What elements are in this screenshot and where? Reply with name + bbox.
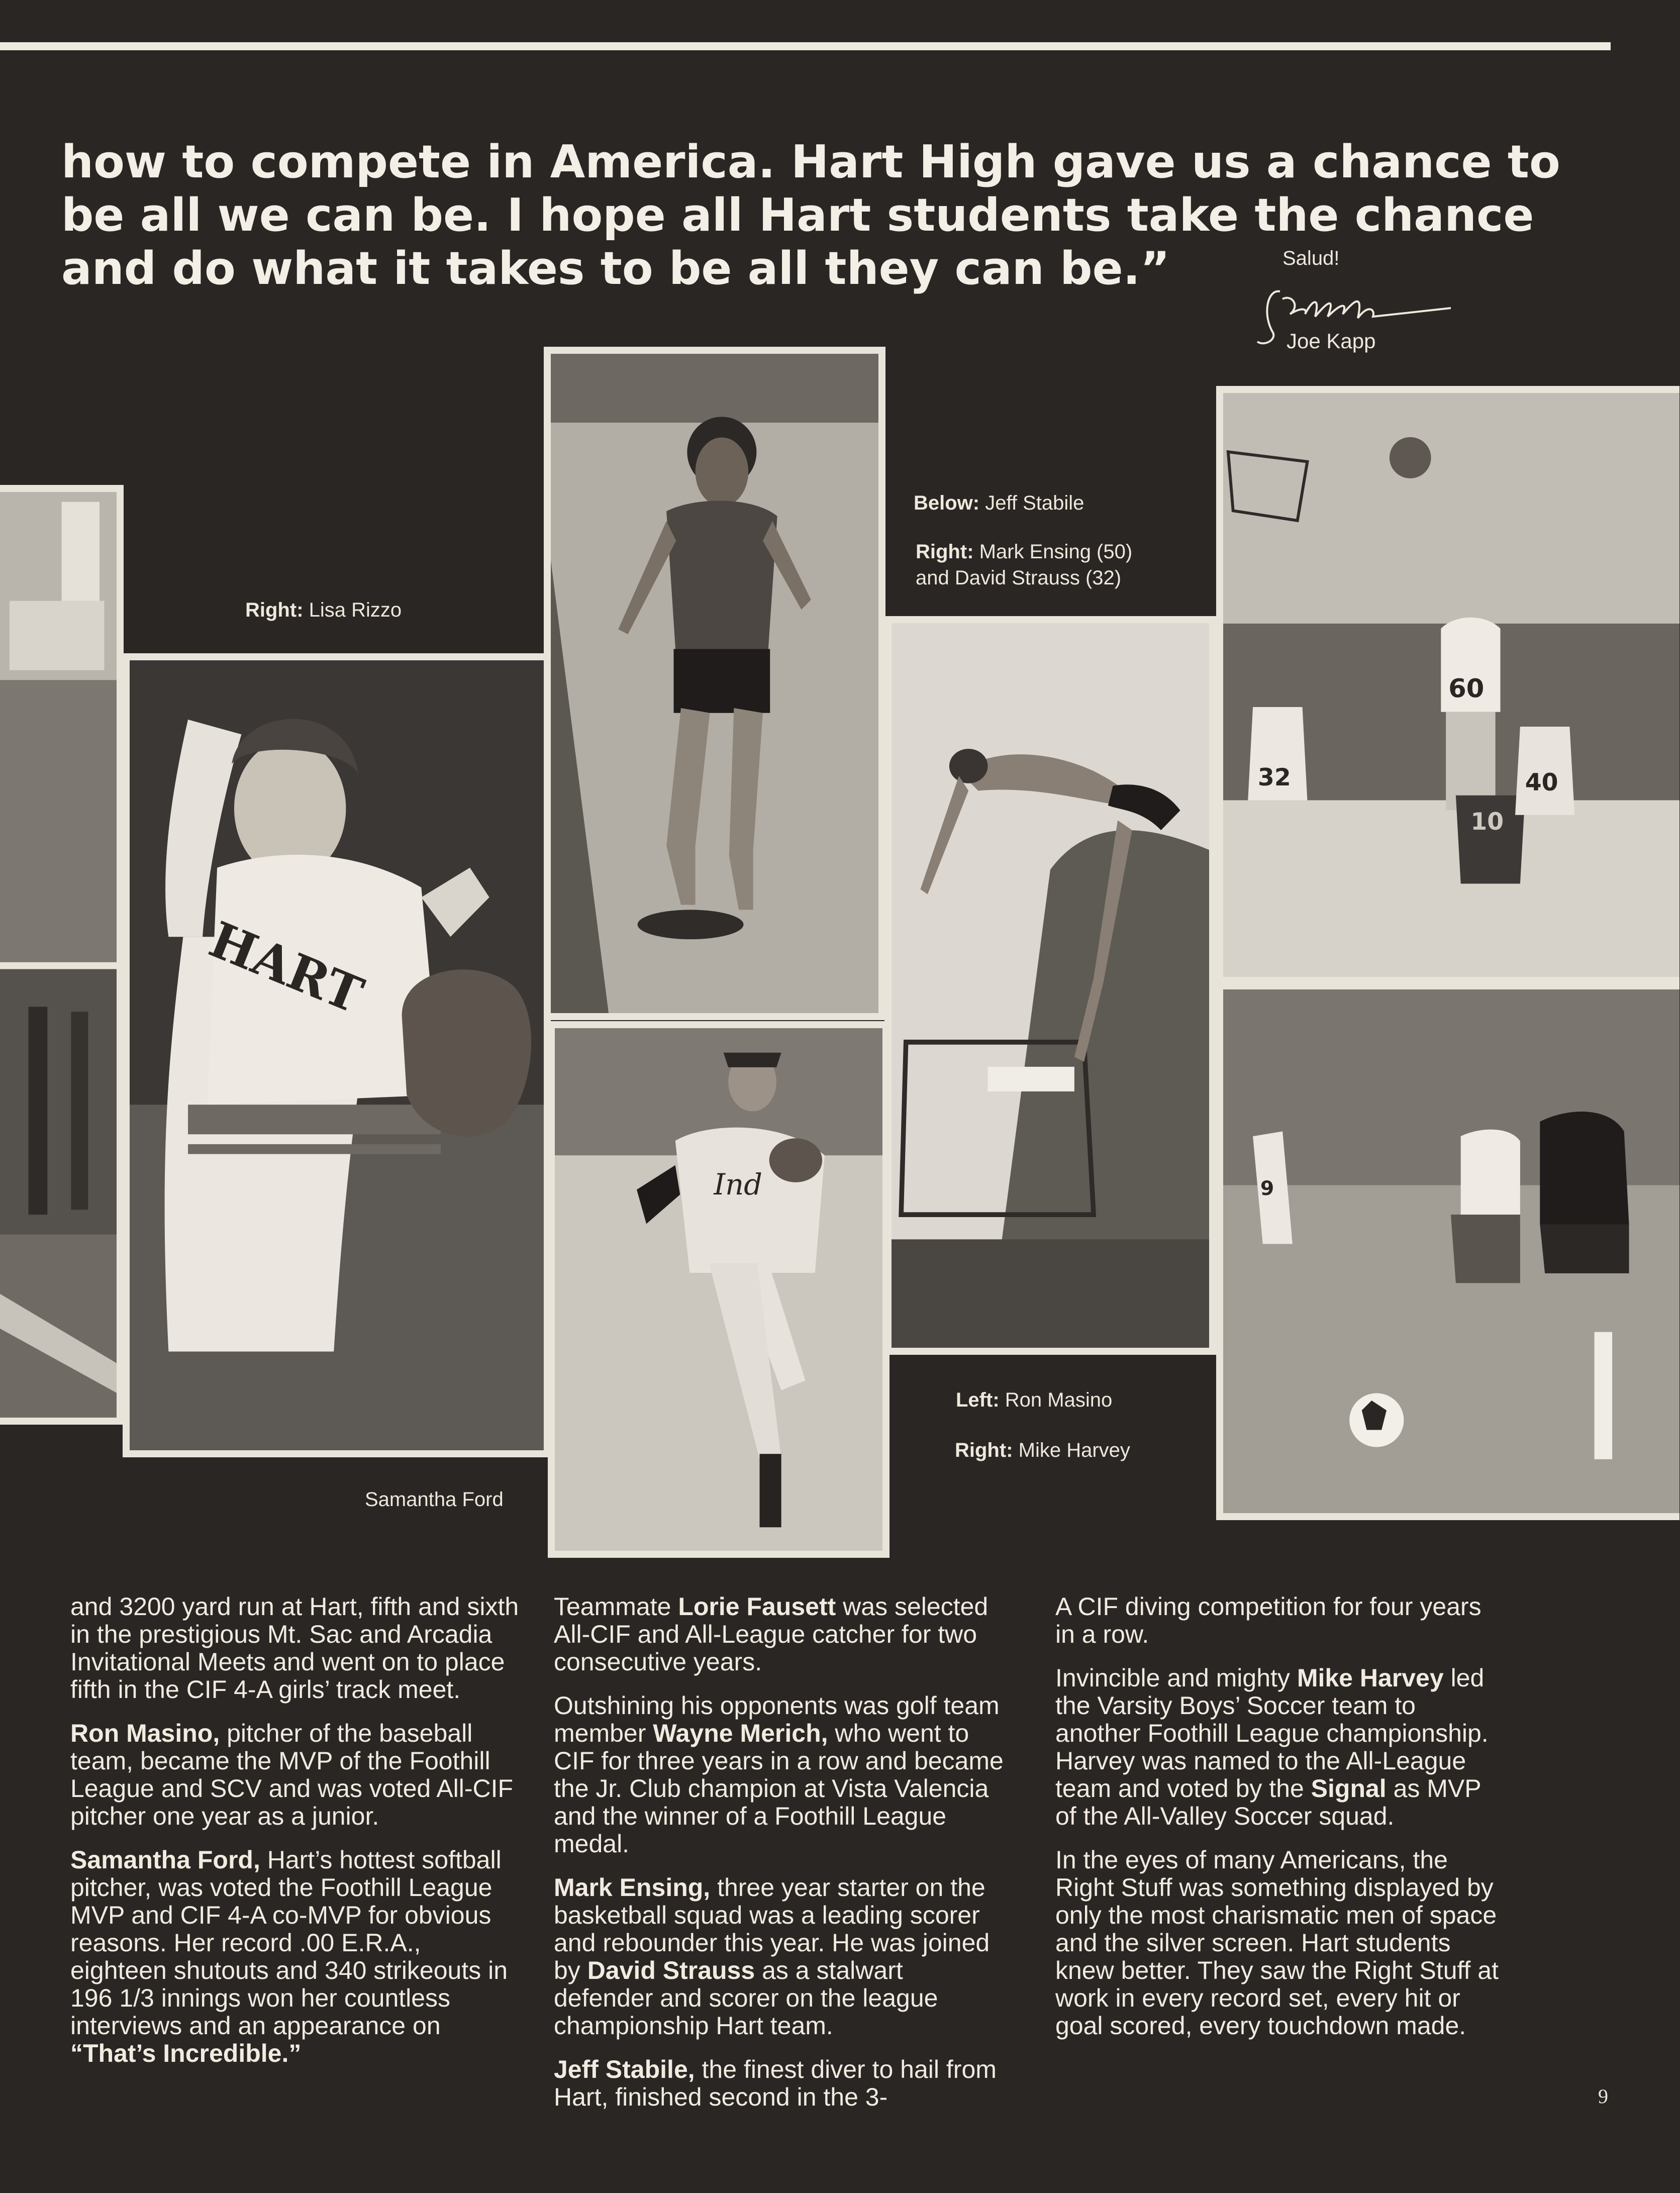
caption-label: Left: xyxy=(956,1389,1000,1411)
photo-ron-masino xyxy=(548,1021,890,1558)
name-jeff-stabile: Jeff Stabile, xyxy=(554,2055,695,2083)
caption-text: Mark Ensing (50) xyxy=(973,541,1133,563)
caption-label: Right: xyxy=(245,599,304,621)
paragraph xyxy=(70,1593,523,1704)
signature-name: Joe Kapp xyxy=(1287,329,1376,353)
quote-line-2: be all we can be. I hope all Hart students take the chance xyxy=(61,189,1534,242)
paragraph-text: Hart’s hottest softball pitcher, was voted the Foothill League MVP and CIF 4-A co-MVP for obvious reasons. Her record .00 E.R.A., eighteen shutouts and 340 strikeouts in 196 1/3 innings won her countless interviews and an appearance on xyxy=(70,1846,508,2040)
paragraph-text: led the Varsity Boys’ Soccer team to another Foothill League championship. Harvey was named to the All-League team and voted by the xyxy=(1055,1664,1489,1803)
paragraph xyxy=(554,1692,1006,1858)
paragraph-text: Invincible and mighty xyxy=(1055,1664,1297,1692)
text-column-3 xyxy=(1055,1593,1508,2056)
caption-text: Lisa Rizzo xyxy=(303,599,402,621)
baseball-jersey-text: Ind xyxy=(714,1167,762,1202)
name-samantha-ford: Samantha Ford, xyxy=(70,1846,260,1874)
caption-text: Mike Harvey xyxy=(1013,1439,1130,1461)
name-ron-masino: Ron Masino, xyxy=(70,1719,220,1747)
bball-number-60: 60 xyxy=(1448,674,1485,704)
caption-jeff-stabile xyxy=(914,490,1084,516)
caption-label: Right: xyxy=(955,1439,1013,1461)
bball-number-10: 10 xyxy=(1470,808,1504,836)
quote-line-1: how to compete in America. Hart High gave us a chance to xyxy=(61,136,1560,188)
paragraph-text: was selected All-CIF and All-League catcher for two consecutive years. xyxy=(554,1592,989,1676)
paragraph xyxy=(1055,1664,1508,1830)
paragraph-text: who went to CIF for three years in a row and became the Jr. Club champion at Vista Valencia and the winner of a Foothill League medal. xyxy=(554,1719,1004,1858)
soccer-number-9: 9 xyxy=(1260,1177,1274,1200)
bball-number-40: 40 xyxy=(1525,769,1558,796)
softball-jersey-text: HART xyxy=(202,910,371,1025)
paragraph xyxy=(70,1720,523,1830)
paragraph-text: Teammate xyxy=(554,1592,678,1621)
paragraph-text: Outshining his opponents was golf team member xyxy=(554,1691,1000,1747)
paragraph-text: as MVP of the All-Valley Soccer squad. xyxy=(1055,1774,1481,1830)
page-number: 9 xyxy=(1598,2085,1608,2108)
paragraph-text: pitcher of the baseball team, became the MVP of the Foothill League and SCV and was voted All-CIF pitcher one year as a junior. xyxy=(70,1719,514,1830)
name-david-strauss: David Strauss xyxy=(587,1956,755,1984)
photo-jeff-stabile xyxy=(884,616,1216,1355)
photo-mike-harvey xyxy=(1216,982,1679,1520)
paragraph-text: as a stalwart defender and scorer on the league championship Hart team. xyxy=(554,1956,938,2040)
paragraph xyxy=(1055,1846,1508,2040)
show-title: “That’s Incredible.” xyxy=(70,2039,302,2067)
paragraph xyxy=(70,1846,523,2067)
pull-quote xyxy=(61,136,1560,295)
quote-line-3: and do what it takes to be all they can be.” xyxy=(61,242,1170,295)
caption-mark-ensing xyxy=(916,539,1132,591)
paragraph-text: and 3200 yard run at Hart, fifth and sixth in the prestigious Mt. Sac and Arcadia Invitational Meets and went on to place fifth in the CIF 4-A girls’ track meet. xyxy=(70,1592,519,1704)
salud-text: Salud! xyxy=(1282,247,1340,269)
paragraph-text: three year starter on the basketball squad was a leading scorer and rebounder this year. He was joined by xyxy=(554,1873,990,1984)
name-lorie-fausett: Lorie Fausett xyxy=(678,1592,836,1621)
photo-samantha-ford xyxy=(123,653,551,1457)
caption-label: Right: xyxy=(916,541,974,563)
caption-mike-harvey xyxy=(955,1437,1130,1463)
paragraph xyxy=(1055,1593,1508,1648)
photo-lisa-rizzo xyxy=(544,347,885,1020)
photo-mark-ensing xyxy=(1216,386,1679,984)
paragraph xyxy=(554,1874,1006,2040)
caption-text: Jeff Stabile xyxy=(979,492,1084,514)
caption-label: Below: xyxy=(914,492,980,514)
name-mike-harvey: Mike Harvey xyxy=(1297,1664,1444,1692)
text-column-2 xyxy=(554,1593,1006,2127)
name-wayne-merich: Wayne Merich, xyxy=(653,1719,828,1747)
newspaper-name: Signal xyxy=(1311,1774,1387,1803)
paragraph xyxy=(554,2056,1006,2111)
paragraph-text: the finest diver to hail from Hart, finished second in the 3- xyxy=(554,2055,997,2111)
paragraph-text: In the eyes of many Americans, the Right Stuff was something displayed by only the most charismatic men of space and the silver screen. Hart students knew better. They saw the Right Stuff at work in every record set, every hit or goal scored, every touchdown made. xyxy=(1055,1846,1499,2040)
caption-ron-masino xyxy=(956,1387,1112,1413)
paragraph-text: A CIF diving competition for four years in a row. xyxy=(1055,1592,1481,1648)
paragraph xyxy=(554,1593,1006,1676)
left-edge-photo xyxy=(0,485,124,1425)
caption-text-2: and David Strauss (32) xyxy=(916,567,1122,589)
bball-number-32: 32 xyxy=(1257,764,1291,792)
caption-text: Ron Masino xyxy=(999,1389,1113,1411)
caption-samantha-ford: Samantha Ford xyxy=(365,1488,504,1511)
top-rule xyxy=(0,42,1611,50)
name-mark-ensing: Mark Ensing, xyxy=(554,1873,711,1902)
caption-lisa-rizzo xyxy=(245,597,402,623)
text-column-1 xyxy=(70,1593,523,2083)
